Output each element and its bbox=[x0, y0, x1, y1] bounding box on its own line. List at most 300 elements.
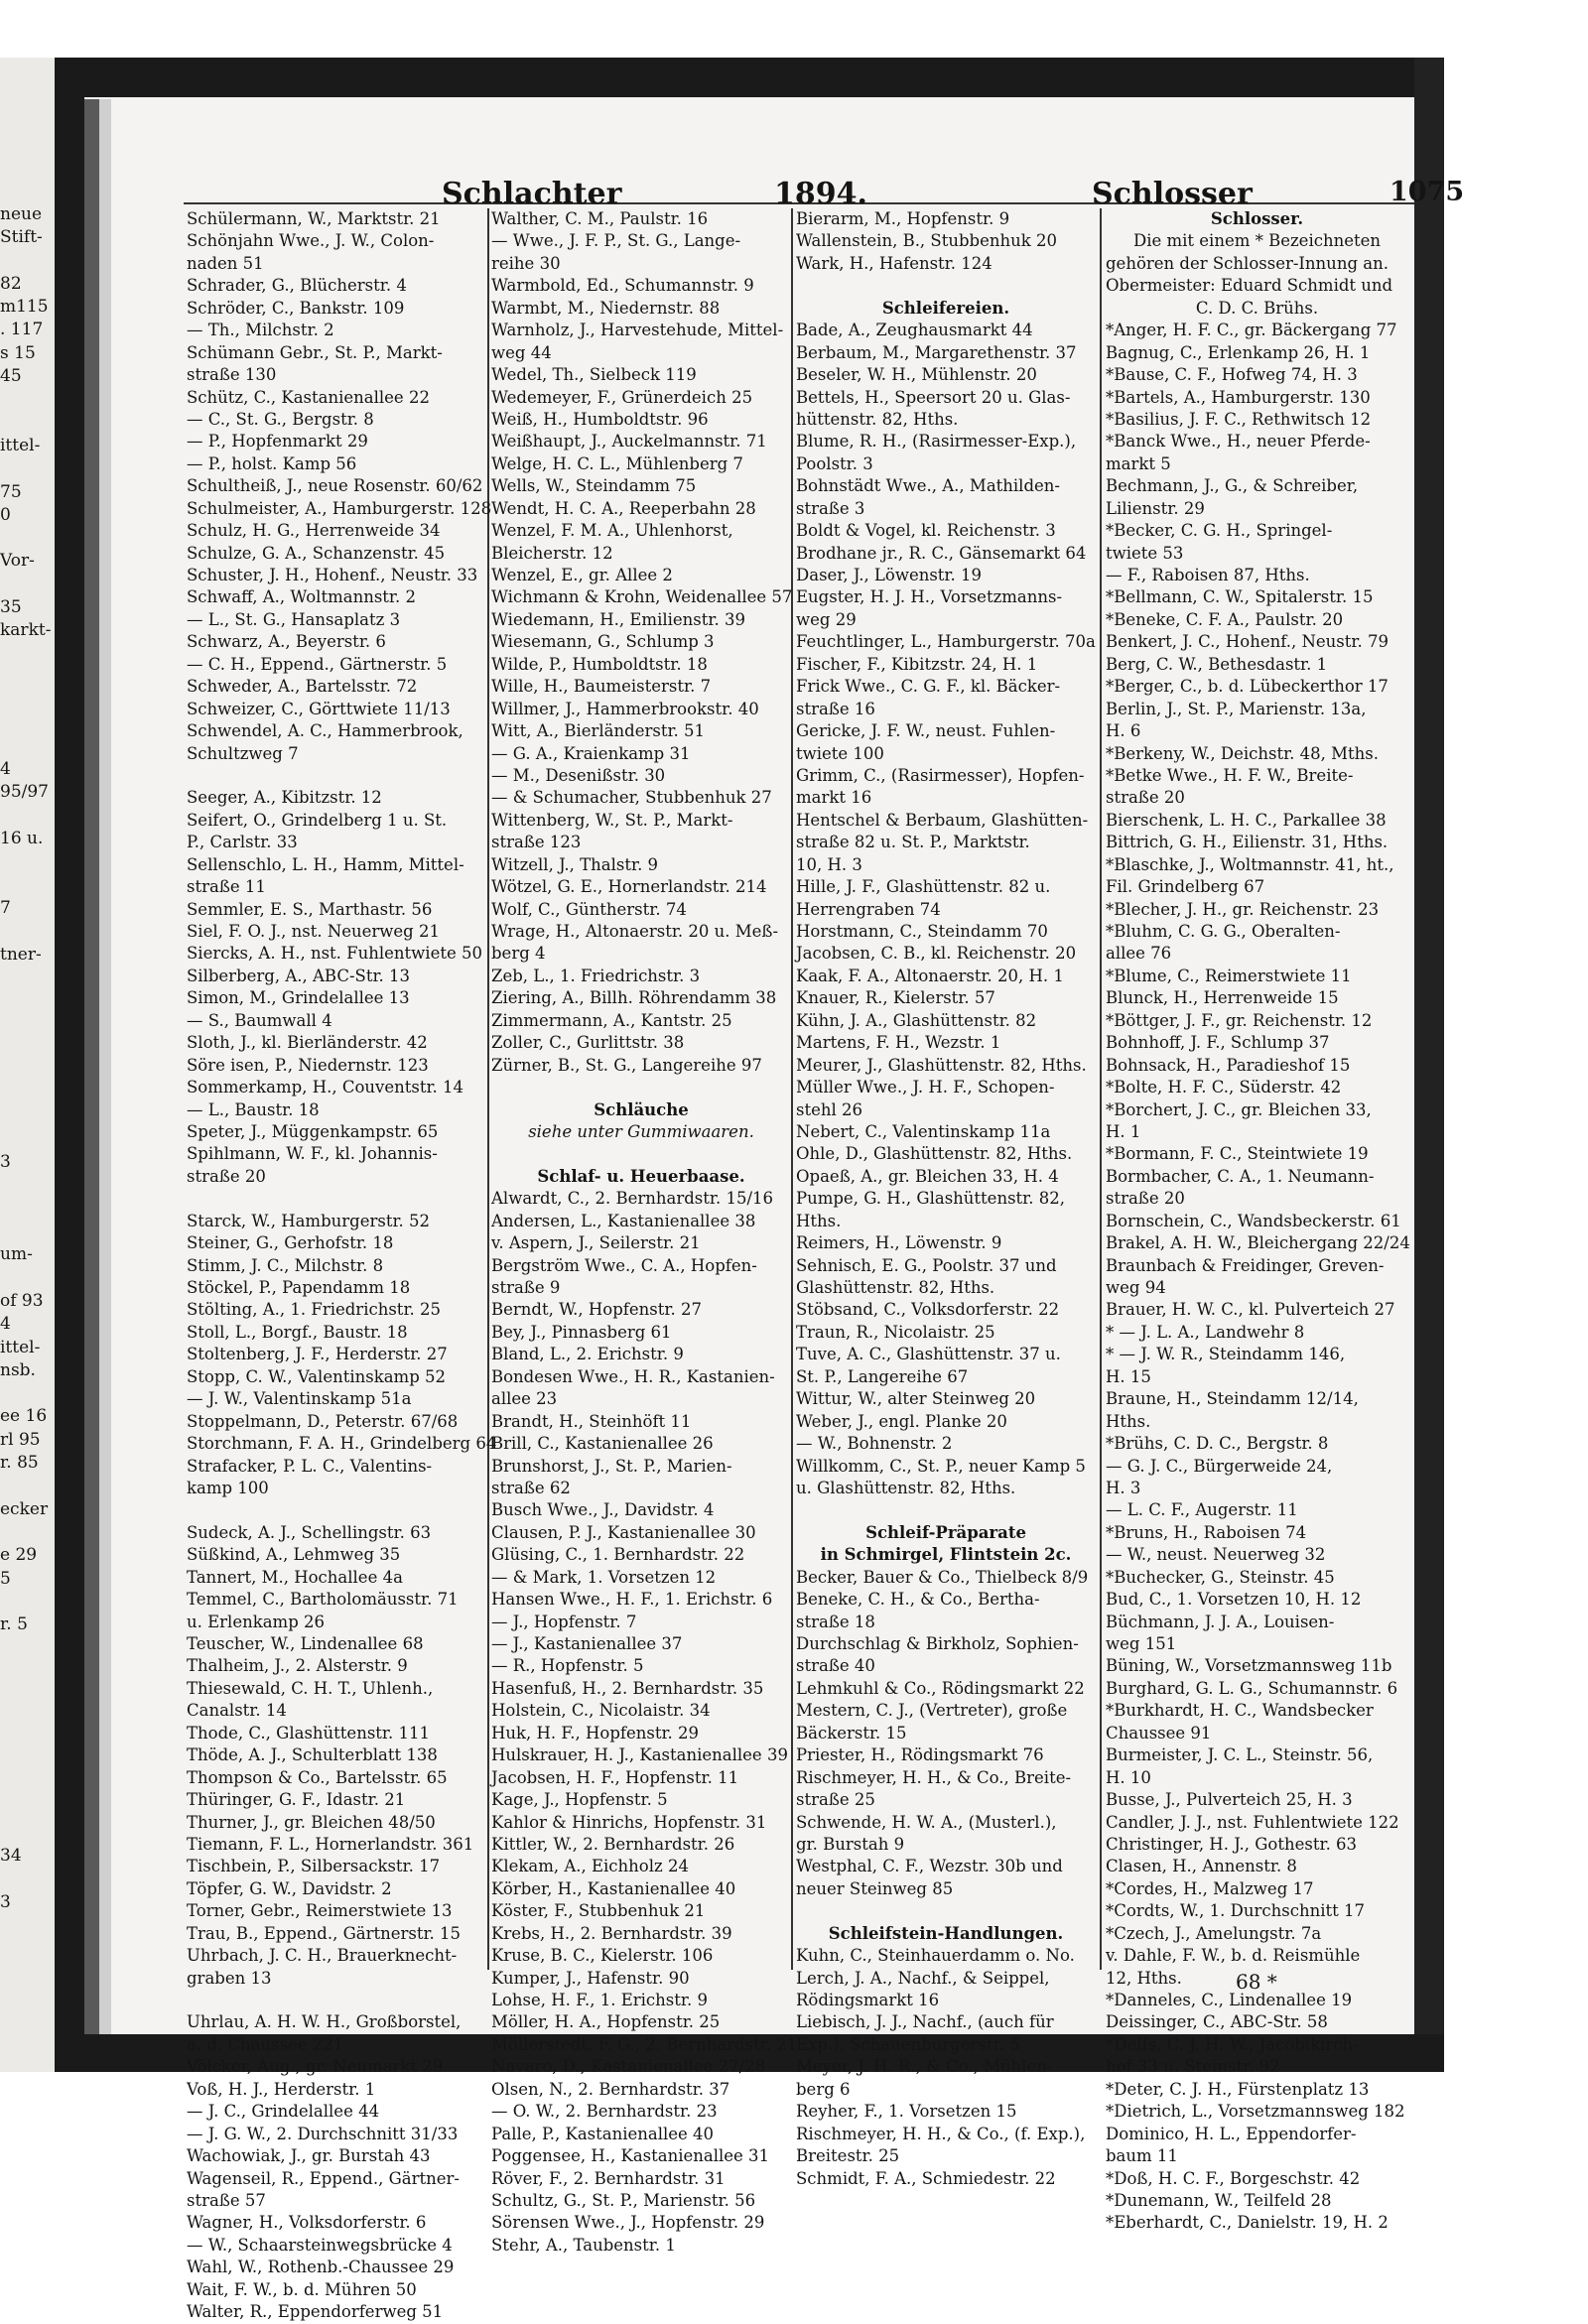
directory-entry: Burmeister, J. C. L., Steinstr. 56, bbox=[1106, 1745, 1374, 1765]
left-page-fragment: 75 bbox=[0, 481, 22, 502]
directory-entry: Brunshorst, J., St. P., Marien- bbox=[491, 1456, 732, 1476]
left-page-fragment bbox=[0, 1521, 69, 1544]
directory-entry: Lehmkuhl & Co., Rödingsmarkt 22 bbox=[796, 1678, 1085, 1698]
directory-entry bbox=[796, 275, 1096, 297]
directory-entry: Welge, H. C. L., Mühlenberg 7 bbox=[491, 453, 743, 473]
directory-entry: Bormbacher, C. A., 1. Neumann- bbox=[1106, 1166, 1375, 1186]
directory-entry: Tiemann, F. L., Hornerlandstr. 361 bbox=[187, 1834, 474, 1854]
directory-entry: Bornschein, C., Wandsbeckerstr. 61 bbox=[1106, 1211, 1401, 1230]
left-page-fragment bbox=[0, 574, 69, 596]
directory-entry: Braune, H., Steindamm 12/14, bbox=[1106, 1389, 1359, 1409]
left-page-fragment: 7 bbox=[0, 897, 11, 918]
directory-entry: — C. H., Eppend., Gärtnerstr. 5 bbox=[187, 654, 448, 674]
directory-entry: Wolf, C., Güntherstr. 74 bbox=[491, 899, 687, 919]
left-page-fragment bbox=[0, 1822, 69, 1845]
directory-entry: Thüringer, G. F., Idastr. 21 bbox=[187, 1790, 406, 1810]
directory-entry: Hille, J. F., Glashüttenstr. 82 u. bbox=[796, 877, 1051, 897]
directory-entry: Schweder, A., Bartelsstr. 72 bbox=[187, 677, 418, 697]
directory-entry: Bettels, H., Speersort 20 u. Glas- bbox=[796, 387, 1071, 407]
directory-entry: Deissinger, C., ABC-Str. 58 bbox=[1106, 2012, 1328, 2032]
directory-entry: Storchmann, F. A. H., Grindelberg 64 bbox=[187, 1434, 497, 1454]
directory-entry: *Blaschke, J., Woltmannstr. 41, ht., bbox=[1106, 854, 1394, 874]
directory-entry: Wenzel, E., gr. Allee 2 bbox=[491, 566, 673, 584]
directory-entry: Zimmermann, A., Kantstr. 25 bbox=[491, 1010, 732, 1030]
directory-entry: Wittur, W., alter Steinweg 20 bbox=[796, 1389, 1036, 1409]
directory-entry: Simon, M., Grindelallee 13 bbox=[187, 988, 410, 1008]
section-heading: Schlaf- u. Heuerbaase. bbox=[537, 1166, 745, 1186]
directory-entry: Wenzel, F. M. A., Uhlenhorst, bbox=[491, 521, 733, 541]
section-heading: Schlosser. bbox=[1210, 209, 1304, 228]
directory-column-2 bbox=[491, 208, 798, 2255]
directory-entry: straße 25 bbox=[796, 1790, 875, 1810]
directory-entry: Kahlor & Hinrichs, Hopfenstr. 31 bbox=[491, 1812, 767, 1832]
directory-entry: hüttenstr. 82, Hths. bbox=[796, 409, 959, 429]
left-page-fragment: tner- bbox=[0, 944, 42, 965]
directory-entry: *Cordts, W., 1. Durchschnitt 17 bbox=[1106, 1901, 1365, 1921]
left-page-fragment bbox=[0, 1105, 69, 1128]
directory-entry: Lilienstr. 29 bbox=[1106, 498, 1205, 518]
directory-entry: Semmler, E. S., Marthastr. 56 bbox=[187, 899, 433, 919]
directory-entry: Glüsing, C., 1. Bernhardstr. 22 bbox=[491, 1545, 745, 1565]
left-page-fragment: ittel- bbox=[0, 435, 41, 455]
directory-entry: Wahl, W., Rothenb.-Chaussee 29 bbox=[187, 2258, 455, 2277]
directory-entry: Westphal, C. F., Wezstr. 30b und bbox=[796, 1857, 1063, 1876]
left-page-fragment bbox=[0, 1591, 69, 1614]
directory-entry: gr. Burstah 9 bbox=[796, 1834, 905, 1854]
directory-entry: *Burkhardt, H. C., Wandsbecker bbox=[1106, 1701, 1374, 1721]
directory-entry: Silberberg, A., ABC-Str. 13 bbox=[187, 966, 411, 985]
directory-entry: — W., Schaarsteinwegsbrücke 4 bbox=[187, 2235, 453, 2255]
directory-entry: Fischer, F., Kibitzstr. 24, H. 1 bbox=[796, 654, 1038, 674]
directory-entry: Horstmann, C., Steindamm 70 bbox=[796, 922, 1048, 941]
directory-entry: Wille, H., Baumeisterstr. 7 bbox=[491, 677, 712, 697]
directory-entry: Zürner, B., St. G., Langereihe 97 bbox=[491, 1055, 762, 1075]
directory-entry: Pumpe, G. H., Glashüttenstr. 82, bbox=[796, 1189, 1065, 1209]
directory-entry: berg 4 bbox=[491, 944, 546, 964]
directory-entry: Beseler, W. H., Mühlenstr. 20 bbox=[796, 365, 1037, 385]
directory-entry: Gericke, J. F. W., neust. Fuhlen- bbox=[796, 721, 1056, 741]
left-page-fragment bbox=[0, 712, 69, 735]
left-page-fragment: s 15 bbox=[0, 342, 36, 363]
left-page-fragment: neue bbox=[0, 204, 43, 224]
directory-entry: Bierschenk, L. H. C., Parkallee 38 bbox=[1106, 810, 1387, 830]
directory-entry: straße 9 bbox=[491, 1278, 561, 1297]
directory-entry: — J. W., Valentinskamp 51a bbox=[187, 1389, 412, 1409]
directory-entry: Röver, F., 2. Bernhardstr. 31 bbox=[491, 2168, 726, 2188]
left-page-fragment: 5 bbox=[0, 1568, 11, 1589]
directory-entry: Wait, F. W., b. d. Mühren 50 bbox=[187, 2279, 417, 2299]
directory-entry: Bagnug, C., Erlenkamp 26, H. 1 bbox=[1106, 342, 1371, 362]
left-page-fragment bbox=[0, 1683, 69, 1706]
directory-entry: neuer Steinweg 85 bbox=[796, 1878, 954, 1898]
directory-entry bbox=[491, 1077, 791, 1098]
left-page-fragment: ee 16 bbox=[0, 1406, 48, 1427]
directory-entry: Thurner, J., gr. Bleichen 48/50 bbox=[187, 1812, 436, 1832]
directory-entry: Schulze, G. A., Schanzenstr. 45 bbox=[187, 543, 446, 563]
directory-entry: Seifert, O., Grindelberg 1 u. St. bbox=[187, 810, 448, 830]
directory-entry: H. 6 bbox=[1106, 721, 1141, 741]
directory-entry: *Cordes, H., Malzweg 17 bbox=[1106, 1878, 1314, 1898]
directory-entry: Bleicherstr. 12 bbox=[491, 543, 613, 563]
directory-entry: *Basilius, J. F. C., Rethwitsch 12 bbox=[1106, 409, 1372, 429]
directory-entry: *Doß, H. C. F., Borgeschstr. 42 bbox=[1106, 2168, 1361, 2188]
directory-entry: Uhrbach, J. C. H., Brauerknecht- bbox=[187, 1946, 458, 1966]
directory-entry: twiete 53 bbox=[1106, 543, 1184, 563]
directory-entry: Wittenberg, W., St. P., Markt- bbox=[491, 810, 733, 830]
directory-entry: Kuhn, C., Steinhauerdamm o. No. bbox=[796, 1946, 1075, 1966]
left-page-margin bbox=[0, 203, 69, 1912]
directory-entry: Feuchtlinger, L., Hamburgerstr. 70a bbox=[796, 632, 1096, 652]
left-page-fragment: 3 bbox=[0, 1152, 11, 1173]
section-heading: Schläuche bbox=[594, 1099, 689, 1119]
directory-entry: Reimers, H., Löwenstr. 9 bbox=[796, 1233, 1002, 1253]
page-footer-signature: 68 * bbox=[1236, 1970, 1277, 1994]
directory-entry: *Bellmann, C. W., Spitalerstr. 15 bbox=[1106, 587, 1374, 607]
directory-entry: Becker, Bauer & Co., Thielbeck 8/9 bbox=[796, 1567, 1089, 1587]
directory-entry: Siercks, A. H., nst. Fuhlentwiete 50 bbox=[187, 944, 482, 964]
directory-entry: graben 13 bbox=[187, 1968, 272, 1988]
directory-entry: Traun, R., Nicolaistr. 25 bbox=[796, 1322, 995, 1342]
directory-column-1 bbox=[187, 208, 497, 2322]
directory-entry: Hasenfuß, H., 2. Bernhardstr. 35 bbox=[491, 1678, 764, 1698]
directory-entry: straße 16 bbox=[796, 699, 875, 718]
directory-entry: Nebert, C., Valentinskamp 11a bbox=[796, 1121, 1051, 1141]
directory-entry: gehören der Schlosser-Innung an. bbox=[1106, 253, 1389, 273]
directory-entry: twiete 100 bbox=[796, 743, 884, 763]
directory-entry: Brauer, H. W. C., kl. Pulverteich 27 bbox=[1106, 1300, 1395, 1320]
left-page-fragment bbox=[0, 666, 69, 689]
directory-entry: Holstein, C., Nicolaistr. 34 bbox=[491, 1701, 711, 1721]
directory-entry: Uhrlau, A. H. W. H., Großborstel, bbox=[187, 2012, 462, 2032]
directory-entry: Torner, Gebr., Reimerstwiete 13 bbox=[187, 1901, 453, 1921]
directory-entry: *Berkeny, W., Deichstr. 48, Mths. bbox=[1106, 743, 1379, 763]
directory-entry: Bondesen Wwe., H. R., Kastanien- bbox=[491, 1366, 775, 1386]
directory-entry: Kaak, F. A., Altonaerstr. 20, H. 1 bbox=[796, 966, 1064, 985]
directory-entry: *Dietrich, L., Vorsetzmannsweg 182 bbox=[1106, 2102, 1405, 2122]
directory-entry: Warnholz, J., Harvestehude, Mittel- bbox=[491, 321, 784, 340]
directory-entry bbox=[187, 1499, 484, 1521]
left-page-fragment: 4 bbox=[0, 1314, 11, 1335]
directory-entry: Müller Wwe., J. H. F., Schopen- bbox=[796, 1078, 1055, 1097]
directory-entry: Thompson & Co., Bartelsstr. 65 bbox=[187, 1767, 448, 1787]
directory-entry: Köster, F., Stubbenhuk 21 bbox=[491, 1901, 706, 1921]
directory-entry: weg 44 bbox=[491, 342, 552, 362]
directory-entry: straße 18 bbox=[796, 1612, 875, 1631]
left-page-fragment: ittel- bbox=[0, 1337, 41, 1357]
directory-entry: *Banck Wwe., H., neuer Pferde- bbox=[1106, 432, 1371, 452]
directory-entry: Schwende, H. W. A., (Musterl.), bbox=[796, 1812, 1057, 1832]
directory-entry: Stimm, J. C., Milchstr. 8 bbox=[187, 1255, 384, 1275]
left-page-fragment: 4 bbox=[0, 759, 11, 780]
directory-entry: Bergström Wwe., C. A., Hopfen- bbox=[491, 1255, 757, 1275]
directory-entry: Huk, H. F., Hopfenstr. 29 bbox=[491, 1723, 700, 1743]
directory-entry: Sehnisch, E. G., Poolstr. 37 und bbox=[796, 1255, 1057, 1275]
directory-entry: markt 16 bbox=[796, 788, 872, 808]
directory-entry: Sellenschlo, L. H., Hamm, Mittel- bbox=[187, 854, 464, 874]
directory-entry: *Eberhardt, C., Danielstr. 19, H. 2 bbox=[1106, 2213, 1389, 2233]
left-page-fragment: 35 bbox=[0, 597, 22, 618]
directory-entry: Weißhaupt, J., Auckelmannstr. 71 bbox=[491, 432, 767, 452]
left-page-fragment: 45 bbox=[0, 366, 22, 387]
directory-entry: *Beneke, C. F. A., Paulstr. 20 bbox=[1106, 609, 1344, 629]
left-page-fragment bbox=[0, 1752, 69, 1775]
directory-entry: v. Dahle, F. W., b. d. Reismühle bbox=[1106, 1946, 1361, 1966]
directory-entry: Kittler, W., 2. Bernhardstr. 26 bbox=[491, 1834, 735, 1854]
directory-entry: Büning, W., Vorsetzmannsweg 11b bbox=[1106, 1656, 1392, 1676]
directory-entry: 10, H. 3 bbox=[796, 854, 862, 874]
directory-entry: Sloth, J., kl. Bierländerstr. 42 bbox=[187, 1033, 428, 1053]
left-page-fragment bbox=[0, 689, 69, 711]
directory-entry: — R., Hopfenstr. 5 bbox=[491, 1656, 644, 1676]
directory-entry: Daser, J., Löwenstr. 19 bbox=[796, 566, 982, 584]
directory-entry: Alwardt, C., 2. Bernhardstr. 15/16 bbox=[491, 1189, 774, 1209]
directory-entry: Andersen, L., Kastanienallee 38 bbox=[491, 1211, 756, 1230]
directory-entry bbox=[491, 1143, 791, 1165]
section-heading: in Schmirgel, Flintstein 2c. bbox=[820, 1545, 1072, 1565]
directory-entry: Schuster, J. H., Hohenf., Neustr. 33 bbox=[187, 566, 478, 584]
directory-entry: Walther, C. M., Paulstr. 16 bbox=[491, 209, 709, 228]
left-page-fragment: 3 bbox=[0, 1891, 11, 1912]
directory-entry: stehl 26 bbox=[796, 1099, 863, 1119]
directory-entry: Navaro, D., Kastanienallee 27/28 bbox=[491, 2057, 766, 2077]
left-page-fragment: e 29 bbox=[0, 1545, 38, 1566]
directory-entry: Stöckel, P., Papendamm 18 bbox=[187, 1278, 411, 1297]
directory-entry: Thiesewald, C. H. T., Uhlenh., bbox=[187, 1678, 434, 1698]
left-page-fragment bbox=[0, 1059, 69, 1082]
directory-entry: Busch Wwe., J., Davidstr. 4 bbox=[491, 1500, 715, 1520]
directory-entry: — J. C., Grindelallee 44 bbox=[187, 2102, 380, 2122]
left-page-fragment bbox=[0, 805, 69, 828]
left-page-fragment: karkt- bbox=[0, 620, 52, 641]
directory-entry: — G. J. C., Bürgerweide 24, bbox=[1106, 1456, 1333, 1476]
directory-entry: Wichmann & Krohn, Weidenallee 57 bbox=[491, 587, 793, 607]
directory-entry: Kühn, J. A., Glashüttenstr. 82 bbox=[796, 1010, 1037, 1030]
directory-entry: *Borchert, J. C., gr. Bleichen 33, bbox=[1106, 1099, 1372, 1119]
directory-entry: *Blecher, J. H., gr. Reichenstr. 23 bbox=[1106, 899, 1380, 919]
directory-entry: — P., Hopfenmarkt 29 bbox=[187, 432, 368, 452]
directory-entry: Süßkind, A., Lehmweg 35 bbox=[187, 1545, 401, 1565]
directory-entry: *Delfs, C. J. H. W., Jacobikirch- bbox=[1106, 2034, 1359, 2054]
left-page-fragment: 95/97 bbox=[0, 782, 49, 803]
directory-entry: Wedemeyer, F., Grünerdeich 25 bbox=[491, 387, 753, 407]
directory-entry: Wilde, P., Humboldtstr. 18 bbox=[491, 654, 708, 674]
directory-entry: *Berger, C., b. d. Lübeckerthor 17 bbox=[1106, 677, 1389, 697]
directory-entry: hof 33 u. Steinstr. 92 bbox=[1106, 2057, 1280, 2077]
directory-entry: Voß, H. J., Herderstr. 1 bbox=[187, 2079, 376, 2099]
directory-entry: Blume, R. H., (Rasirmesser-Exp.), bbox=[796, 432, 1077, 452]
directory-entry: Busse, J., Pulverteich 25, H. 3 bbox=[1106, 1790, 1353, 1810]
directory-entry: Witzell, J., Thalstr. 9 bbox=[491, 854, 659, 874]
directory-entry: Schwendel, A. C., Hammerbrook, bbox=[187, 721, 463, 741]
directory-entry: Brill, C., Kastanienallee 26 bbox=[491, 1434, 714, 1454]
left-page-fragment bbox=[0, 250, 69, 273]
directory-entry: Wendt, H. C. A., Reeperbahn 28 bbox=[491, 498, 756, 518]
directory-entry: *Bause, C. F., Hofweg 74, H. 3 bbox=[1106, 365, 1358, 385]
directory-entry: *Bormann, F. C., Steintwiete 19 bbox=[1106, 1144, 1369, 1164]
directory-entry: kamp 100 bbox=[187, 1478, 269, 1497]
directory-entry: Bechmann, J., G., & Schreiber, bbox=[1106, 476, 1359, 496]
directory-entry: Blunck, H., Herrenweide 15 bbox=[1106, 988, 1339, 1008]
left-page-fragment bbox=[0, 1660, 69, 1683]
directory-entry: Klekam, A., Eichholz 24 bbox=[491, 1857, 689, 1876]
directory-entry: straße 3 bbox=[796, 498, 865, 518]
directory-entry: Clasen, H., Annenstr. 8 bbox=[1106, 1857, 1297, 1876]
directory-entry: Berndt, W., Hopfenstr. 27 bbox=[491, 1300, 702, 1320]
directory-entry: Bland, L., 2. Erichstr. 9 bbox=[491, 1345, 684, 1364]
header-left-title: Schlachter bbox=[442, 177, 622, 211]
directory-entry: Willkomm, C., St. P., neuer Kamp 5 bbox=[796, 1456, 1086, 1476]
directory-entry: Schrader, G., Blücherstr. 4 bbox=[187, 276, 407, 296]
directory-entry: Stehr, A., Taubenstr. 1 bbox=[491, 2235, 676, 2255]
directory-entry: Mestern, C. J., (Vertreter), große bbox=[796, 1701, 1068, 1721]
directory-entry: Wagenseil, R., Eppend., Gärtner- bbox=[187, 2168, 460, 2188]
directory-entry: Bohnstädt Wwe., A., Mathilden- bbox=[796, 476, 1060, 496]
directory-entry: Schümann Gebr., St. P., Markt- bbox=[187, 342, 443, 362]
left-page-fragment bbox=[0, 527, 69, 550]
directory-entry: — F., Raboisen 87, Hths. bbox=[1106, 566, 1310, 584]
directory-entry: Stoltenberg, J. F., Herderstr. 27 bbox=[187, 1345, 448, 1364]
directory-entry: Glashüttenstr. 82, Hths. bbox=[796, 1278, 995, 1297]
directory-entry: Reyher, F., 1. Vorsetzen 15 bbox=[796, 2102, 1017, 2122]
directory-entry: Schwarz, A., Beyerstr. 6 bbox=[187, 632, 386, 652]
left-page-fragment bbox=[0, 1174, 69, 1197]
header-right-title: Schlosser bbox=[1092, 177, 1253, 211]
directory-entry: straße 40 bbox=[796, 1656, 875, 1676]
directory-entry: a. d. Chaussee 221 bbox=[187, 2034, 344, 2054]
left-page-fragment bbox=[0, 1475, 69, 1497]
directory-entry: Strafacker, P. L. C., Valentins- bbox=[187, 1456, 433, 1476]
directory-entry: straße 62 bbox=[491, 1478, 571, 1497]
left-page-fragment bbox=[0, 1382, 69, 1405]
directory-entry: Berg, C. W., Bethesdastr. 1 bbox=[1106, 654, 1328, 674]
directory-entry: Brandt, H., Steinhöft 11 bbox=[491, 1411, 692, 1431]
directory-entry: Thode, C., Glashüttenstr. 111 bbox=[187, 1723, 430, 1743]
directory-entry: Schweizer, C., Görttwiete 11/13 bbox=[187, 699, 451, 718]
directory-entry: Lerch, J. A., Nachf., & Seippel, bbox=[796, 1968, 1050, 1988]
directory-entry: Canalstr. 14 bbox=[187, 1701, 287, 1721]
left-page-fragment bbox=[0, 1082, 69, 1104]
directory-entry: Steiner, G., Gerhofstr. 18 bbox=[187, 1233, 394, 1253]
directory-entry: — Wwe., J. F. P., St. G., Lange- bbox=[491, 231, 741, 251]
directory-entry: *Bartels, A., Hamburgerstr. 130 bbox=[1106, 387, 1371, 407]
directory-entry: Körber, H., Kastanienallee 40 bbox=[491, 1878, 736, 1898]
directory-entry: Wagner, H., Volksdorferstr. 6 bbox=[187, 2213, 427, 2233]
directory-entry: St. P., Langereihe 67 bbox=[796, 1366, 969, 1386]
directory-entry: u. Erlenkamp 26 bbox=[187, 1612, 326, 1631]
directory-entry: Hths. bbox=[1106, 1411, 1151, 1431]
left-page-fragment bbox=[0, 1221, 69, 1243]
directory-entry bbox=[796, 1499, 1096, 1521]
directory-entry: Weiß, H., Humboldtstr. 96 bbox=[491, 409, 709, 429]
directory-entry: baum 11 bbox=[1106, 2146, 1178, 2166]
directory-entry: Walter, R., Eppendorferweg 51 bbox=[187, 2302, 444, 2322]
directory-entry: Witt, A., Bierländerstr. 51 bbox=[491, 721, 706, 741]
directory-entry: Bittrich, G. H., Eilienstr. 31, Hths. bbox=[1106, 833, 1389, 852]
directory-entry: — M., Desenißstr. 30 bbox=[491, 765, 666, 785]
directory-entry: — C., St. G., Bergstr. 8 bbox=[187, 409, 374, 429]
directory-entry: Wrage, H., Altonaerstr. 20 u. Meß- bbox=[491, 922, 779, 941]
directory-entry: — Th., Milchstr. 2 bbox=[187, 321, 334, 340]
directory-entry: Schütz, C., Kastanienallee 22 bbox=[187, 387, 430, 407]
directory-entry: Brodhane jr., R. C., Gänsemarkt 64 bbox=[796, 543, 1087, 563]
directory-entry: Tischbein, P., Silbersackstr. 17 bbox=[187, 1857, 441, 1876]
directory-entry: Weber, J., engl. Planke 20 bbox=[796, 1411, 1007, 1431]
left-page-fragment bbox=[0, 1636, 69, 1659]
directory-entry: Liebisch, J. J., Nachf., (auch für bbox=[796, 2012, 1054, 2032]
left-page-fragment: Stift- bbox=[0, 227, 43, 248]
left-page-fragment: r. 85 bbox=[0, 1453, 39, 1474]
directory-entry: — L. C. F., Augerstr. 11 bbox=[1106, 1500, 1298, 1520]
directory-entry bbox=[187, 765, 484, 787]
directory-entry: Meyer, J. H. R., & Co., Mühlen- bbox=[796, 2057, 1053, 2077]
directory-entry: *Danneles, C., Lindenallee 19 bbox=[1106, 1991, 1353, 2009]
left-page-fragment: 16 u. bbox=[0, 829, 44, 849]
directory-entry: Stölting, A., 1. Friedrichstr. 25 bbox=[187, 1300, 441, 1320]
left-page-fragment bbox=[0, 1868, 69, 1890]
directory-entry: markt 5 bbox=[1106, 453, 1171, 473]
directory-entry: H. 15 bbox=[1106, 1366, 1151, 1386]
directory-entry: Wedel, Th., Sielbeck 119 bbox=[491, 365, 697, 385]
directory-entry: Bud, C., 1. Vorsetzen 10, H. 12 bbox=[1106, 1590, 1362, 1610]
directory-entry: Schultzweg 7 bbox=[187, 743, 299, 763]
directory-entry: Benkert, J. C., Hohenf., Neustr. 79 bbox=[1106, 632, 1389, 652]
left-page-fragment bbox=[0, 967, 69, 989]
left-page-fragment bbox=[0, 412, 69, 435]
directory-entry: weg 29 bbox=[796, 609, 857, 629]
directory-entry: Stoll, L., Borgf., Baustr. 18 bbox=[187, 1322, 408, 1342]
left-page-fragment: r. 5 bbox=[0, 1614, 28, 1635]
directory-entry: Beneke, C. H., & Co., Bertha- bbox=[796, 1590, 1040, 1610]
directory-entry: Krebs, H., 2. Bernhardstr. 39 bbox=[491, 1923, 732, 1943]
directory-entry: Brakel, A. H. W., Bleichergang 22/24 bbox=[1106, 1233, 1410, 1253]
directory-entry: Durchschlag & Birkholz, Sophien- bbox=[796, 1634, 1079, 1653]
directory-entry: naden 51 bbox=[187, 253, 264, 273]
directory-entry: Stoppelmann, D., Peterstr. 67/68 bbox=[187, 1411, 459, 1431]
directory-entry: Breitestr. 25 bbox=[796, 2146, 900, 2166]
directory-entry: Hths. bbox=[796, 1211, 842, 1230]
directory-entry: Tuve, A. C., Glashüttenstr. 37 u. bbox=[796, 1345, 1061, 1364]
directory-entry: Ziering, A., Billh. Röhrendamm 38 bbox=[491, 988, 777, 1008]
directory-entry: Wells, W., Steindamm 75 bbox=[491, 476, 697, 496]
directory-entry: Möllerstedt, F. G., 2. Bernhardstr. 21 bbox=[491, 2034, 798, 2054]
directory-entry: Kruse, B. C., Kielerstr. 106 bbox=[491, 1946, 714, 1966]
left-page-fragment bbox=[0, 1128, 69, 1151]
left-page-fragment: 82 bbox=[0, 273, 22, 294]
directory-entry: Hentschel & Berbaum, Glashütten- bbox=[796, 810, 1089, 830]
directory-entry: Thalheim, J., 2. Alsterstr. 9 bbox=[187, 1656, 408, 1676]
directory-entry: Berbaum, M., Margarethenstr. 37 bbox=[796, 342, 1077, 362]
directory-entry: Herrengraben 74 bbox=[796, 899, 941, 919]
section-heading: Schleifereien. bbox=[881, 298, 1010, 318]
directory-entry: — J., Kastanienallee 37 bbox=[491, 1634, 683, 1653]
directory-entry: Rischmeyer, H. H., & Co., Breite- bbox=[796, 1767, 1072, 1787]
directory-entry: Hansen Wwe., H. F., 1. Erichstr. 6 bbox=[491, 1590, 773, 1610]
directory-entry: — & Schumacher, Stubbenhuk 27 bbox=[491, 788, 772, 808]
directory-entry: Schwaff, A., Woltmannstr. 2 bbox=[187, 587, 416, 607]
directory-entry: Hulskrauer, H. J., Kastanienallee 39 bbox=[491, 1745, 788, 1765]
directory-entry: Bierarm, M., Hopfenstr. 9 bbox=[796, 209, 1010, 228]
directory-entry: Berlin, J., St. P., Marienstr. 13a, bbox=[1106, 699, 1367, 718]
section-heading: Schleif-Präparate bbox=[865, 1522, 1026, 1542]
directory-entry: — & Mark, 1. Vorsetzen 12 bbox=[491, 1567, 717, 1587]
directory-entry: *Betke Wwe., H. F. W., Breite- bbox=[1106, 765, 1354, 785]
directory-entry bbox=[796, 1900, 1096, 1922]
directory-entry: *Becker, C. G. H., Springel- bbox=[1106, 521, 1333, 541]
directory-entry: weg 151 bbox=[1106, 1634, 1177, 1653]
directory-entry: Grimm, C., (Rasirmesser), Hopfen- bbox=[796, 765, 1085, 785]
directory-entry: Töpfer, G. W., Davidstr. 2 bbox=[187, 1878, 392, 1898]
directory-entry: Martens, F. H., Wezstr. 1 bbox=[796, 1033, 1001, 1053]
